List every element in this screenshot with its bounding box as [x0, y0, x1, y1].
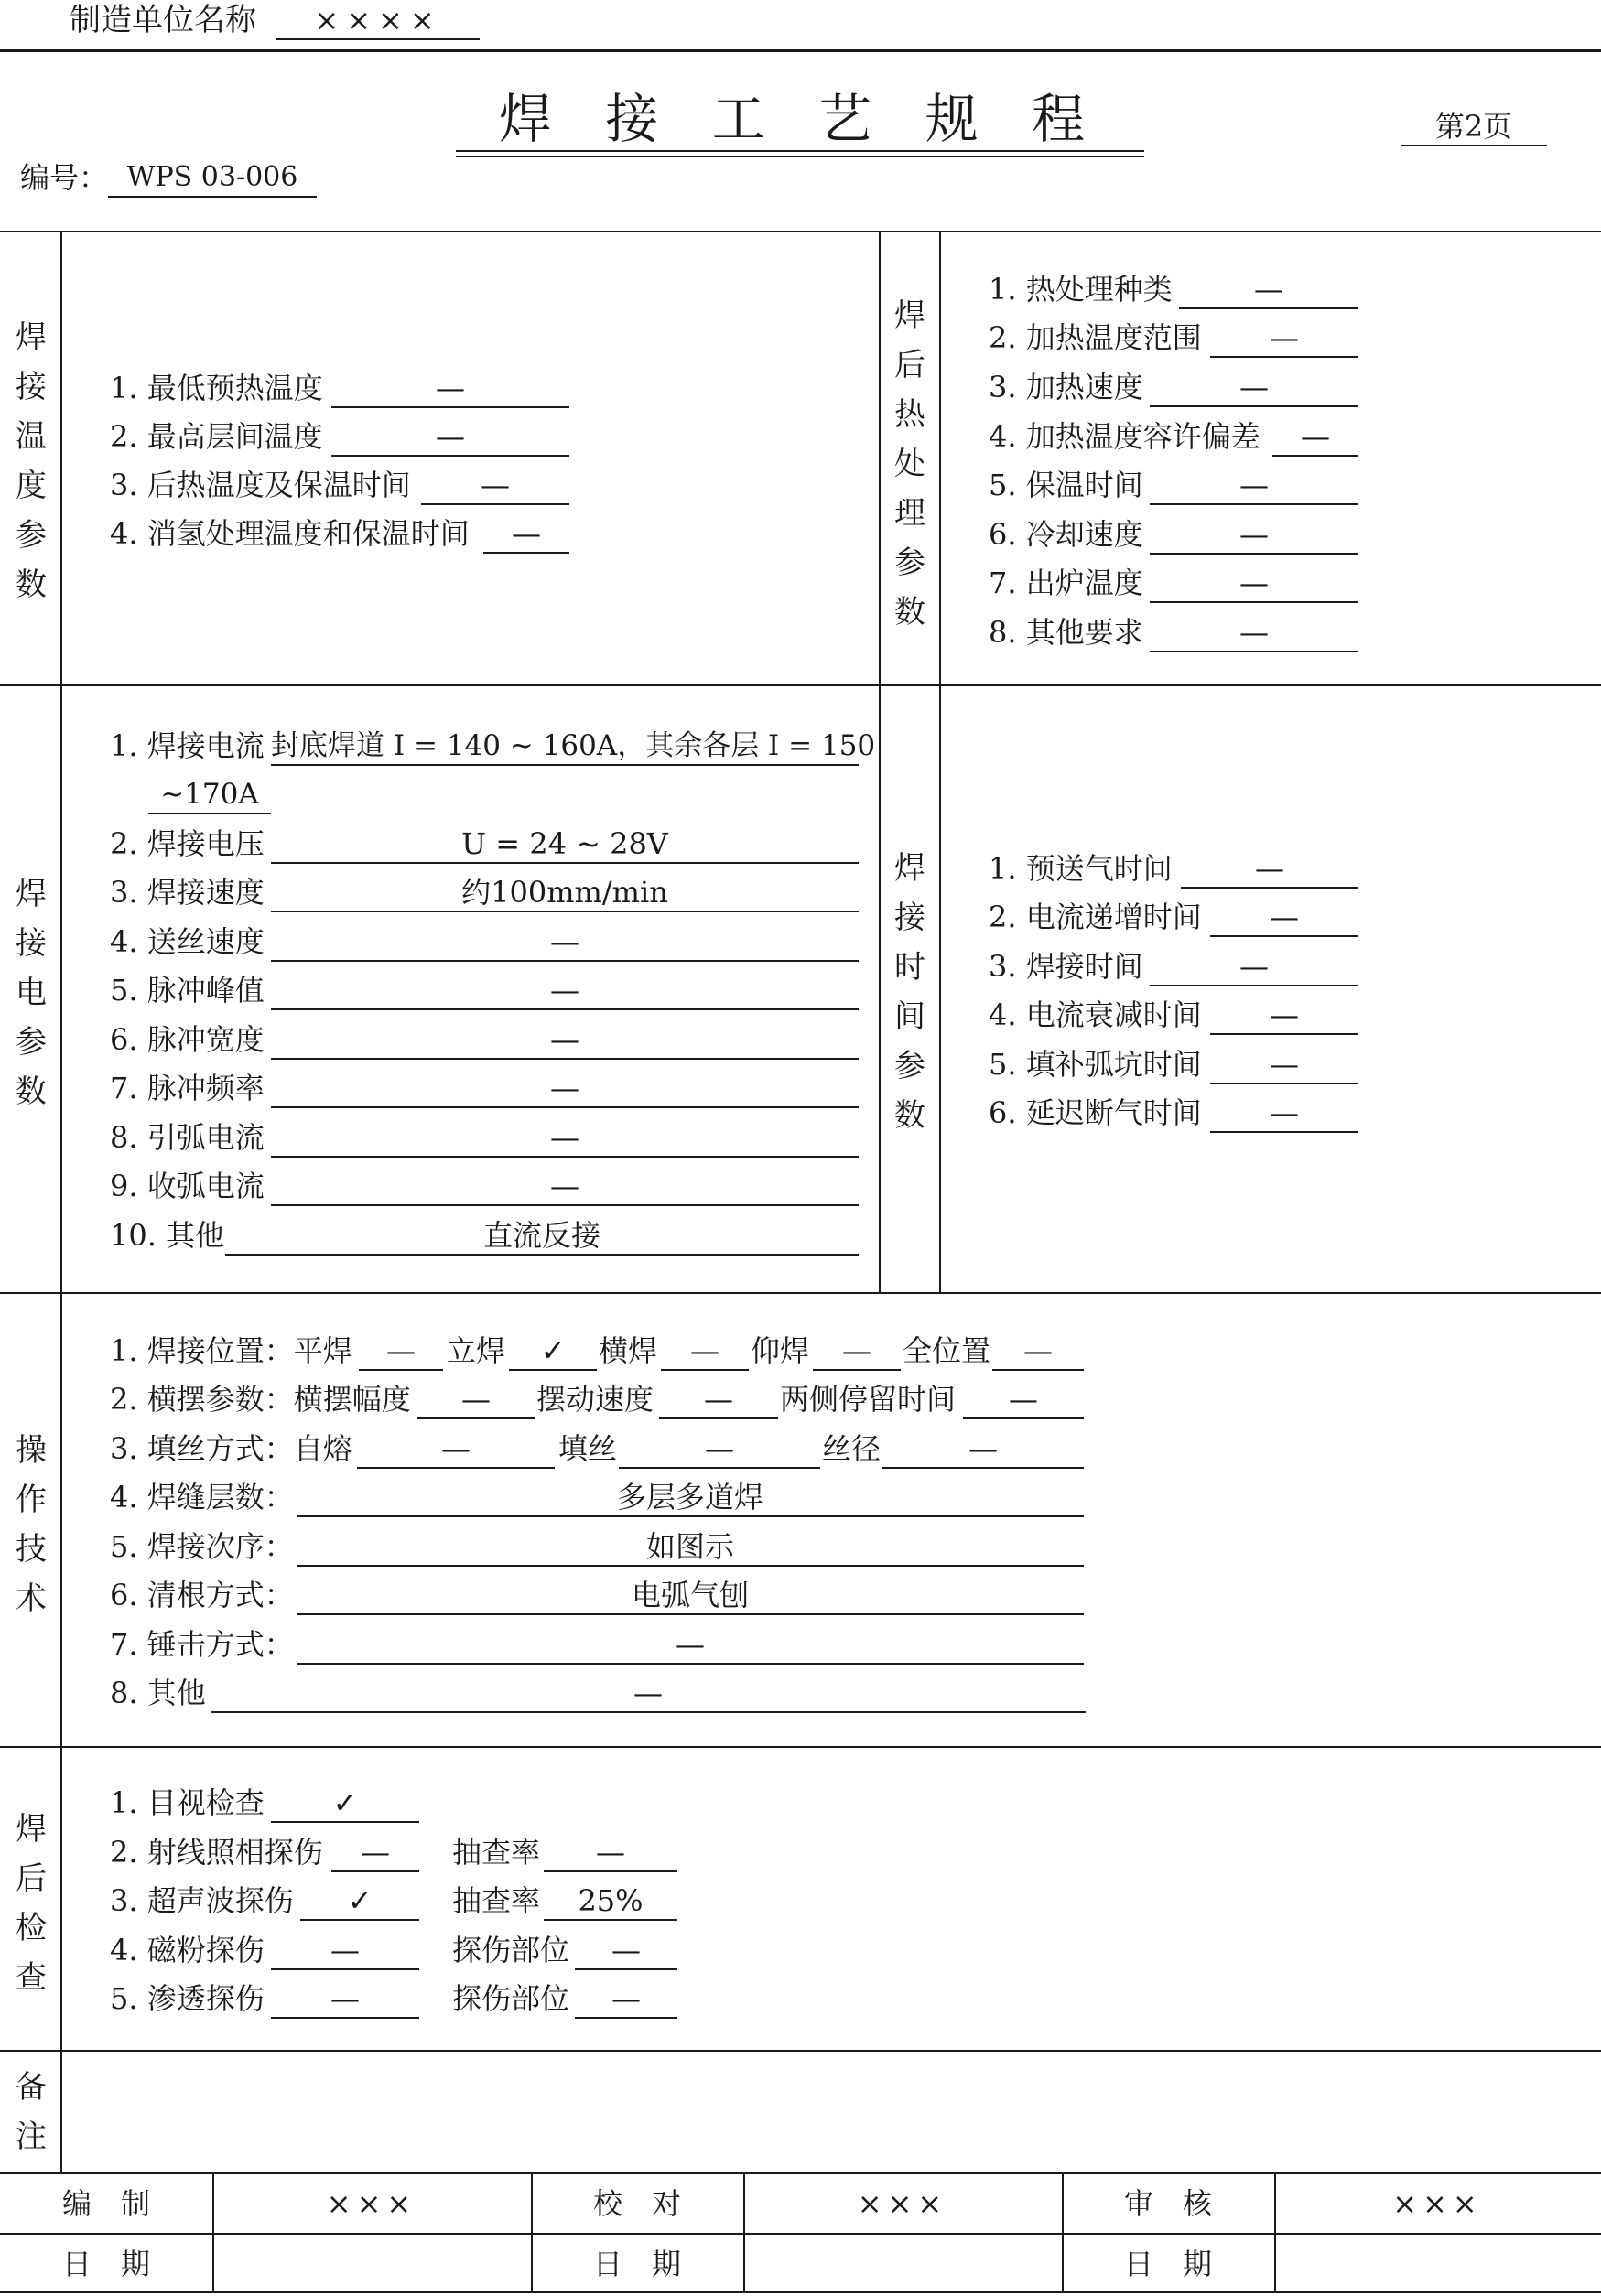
insp-ut-rate-value[interactable]: 25%: [544, 1882, 677, 1921]
op-fill-dia-value[interactable]: —: [882, 1430, 1084, 1469]
timing-item-value[interactable]: —: [1210, 1094, 1358, 1133]
elec-item-label: 4. 送丝速度: [110, 924, 265, 959]
elec-item-value[interactable]: —: [271, 923, 859, 962]
mid-col-divider-b: [939, 231, 941, 1292]
op-pos-all-value[interactable]: —: [992, 1332, 1084, 1371]
insp-ut-rate-label: 抽查率: [452, 1883, 541, 1918]
elec-item-value[interactable]: —: [271, 1168, 859, 1206]
footer-date-value-3[interactable]: [1276, 2237, 1599, 2290]
elec-current-value-1[interactable]: 封底焊道 I = 140 ~ 160A，其余各层 I = 150: [271, 728, 859, 766]
insp-mt-loc-label: 探伤部位: [452, 1933, 570, 1967]
op-item-value[interactable]: 如图示: [297, 1528, 1084, 1567]
footer-review-value[interactable]: ×××: [1392, 2186, 1483, 2221]
title-underline-2: [456, 156, 1144, 157]
elec-item-label: 3. 焊接速度: [110, 875, 265, 910]
op-other-value[interactable]: —: [211, 1675, 1086, 1713]
footer-compile-label: 编 制: [61, 2186, 150, 2221]
op-weave-label: 2. 横摆参数：横摆幅度: [110, 1382, 411, 1417]
pwht-section-label: 焊 后 热 处 理 参 数: [894, 297, 925, 631]
elec-item-value[interactable]: 约100mm/min: [271, 874, 859, 912]
elec-section-label: 焊 接 电 参 数: [16, 876, 47, 1110]
insp-mt-loc-value[interactable]: —: [575, 1932, 677, 1970]
timing-item-label: 5. 填补弧坑时间: [989, 1047, 1202, 1082]
insp-pt-loc-value[interactable]: —: [575, 1980, 677, 2019]
op-pos-all-label: 全位置: [903, 1333, 991, 1368]
temp-item-value[interactable]: —: [331, 370, 569, 408]
row-divider-4: [0, 2050, 1601, 2052]
op-other-label: 8. 其他: [110, 1676, 206, 1710]
op-pos-vertical-label: 立焊: [447, 1333, 506, 1368]
elec-item-label: 2. 焊接电压: [110, 826, 265, 861]
timing-item-value[interactable]: —: [1150, 948, 1358, 986]
maker-label: 制造单位名称: [70, 2, 256, 38]
elec-item-label: 6. 脉冲宽度: [110, 1022, 265, 1057]
op-weave-speed-value[interactable]: —: [659, 1381, 778, 1419]
op-fill-wire-label: 填丝: [558, 1431, 618, 1466]
op-section-label: 操 作 技 术: [16, 1432, 47, 1617]
elec-current-label: 1. 焊接电流: [110, 728, 265, 763]
elec-item-value[interactable]: —: [271, 972, 859, 1010]
footer-review-label: 审 核: [1123, 2186, 1212, 2221]
elec-item-value[interactable]: 直流反接: [225, 1217, 859, 1256]
remark-field[interactable]: [64, 2053, 1597, 2171]
pwht-item-value[interactable]: —: [1150, 516, 1358, 555]
label-col-divider: [60, 231, 62, 2172]
op-weave-amp-value[interactable]: —: [417, 1381, 535, 1419]
op-fill-label: 3. 填丝方式：自熔: [110, 1431, 352, 1466]
elec-item-value[interactable]: —: [271, 1021, 859, 1060]
elec-item-value[interactable]: —: [271, 1119, 859, 1158]
insp-pt-label: 5. 渗透探伤: [110, 1981, 265, 2016]
footer-check-label: 校 对: [592, 2186, 681, 2221]
insp-ut-value[interactable]: ✓: [300, 1882, 419, 1921]
op-pos-overhead-label: 仰焊: [751, 1333, 810, 1368]
pwht-item-label: 7. 出炉温度: [989, 566, 1143, 600]
pwht-item-label: 5. 保温时间: [989, 468, 1143, 502]
number-value[interactable]: WPS 03-006: [108, 159, 317, 198]
op-weave-dwell-value[interactable]: —: [963, 1381, 1084, 1419]
op-position-label: 1. 焊接位置：平焊: [110, 1333, 352, 1368]
timing-item-label: 4. 电流衰减时间: [989, 997, 1202, 1032]
pwht-item-value[interactable]: —: [1150, 369, 1358, 407]
temp-item-value[interactable]: —: [331, 418, 569, 457]
temp-item-label: 2. 最高层间温度: [110, 419, 323, 454]
insp-rt-value[interactable]: —: [331, 1834, 419, 1872]
insp-mt-value[interactable]: —: [271, 1932, 419, 1970]
mid-col-divider-a: [879, 231, 881, 1292]
page-title: 焊 接 工 艺 规 程: [498, 88, 1104, 150]
temp-item-label: 3. 后热温度及保温时间: [110, 468, 411, 502]
maker-value[interactable]: ××××: [276, 2, 480, 40]
pwht-item-label: 3. 加热速度: [989, 370, 1143, 404]
insp-pt-loc-label: 探伤部位: [452, 1981, 570, 2016]
pwht-item-label: 6. 冷却速度: [989, 517, 1143, 552]
insp-section-label: 焊 后 检 查: [16, 1811, 47, 1996]
footer-check-value[interactable]: ×××: [857, 2186, 948, 2221]
pwht-item-value[interactable]: —: [1272, 418, 1358, 457]
elec-item-label: 8. 引弧电流: [110, 1120, 265, 1155]
timing-item-label: 3. 焊接时间: [989, 949, 1143, 984]
row-divider-5: [0, 2172, 1601, 2174]
timing-item-label: 1. 预送气时间: [989, 851, 1173, 886]
temp-item-value[interactable]: —: [483, 515, 569, 554]
pwht-item-value[interactable]: —: [1179, 271, 1358, 309]
op-pos-horizontal-value[interactable]: —: [661, 1332, 749, 1371]
title-underline-1: [456, 150, 1144, 152]
table-top: [0, 231, 1601, 232]
op-item-value[interactable]: —: [297, 1626, 1084, 1665]
temp-item-label: 4. 消氢处理温度和保温时间: [110, 516, 470, 551]
elec-item-label: 7. 脉冲频率: [110, 1071, 265, 1105]
row-divider-6: [0, 2233, 1601, 2235]
timing-section-label: 焊 接 时 间 参 数: [894, 850, 925, 1134]
footer-compile-value[interactable]: ×××: [326, 2186, 417, 2221]
elec-current-value-2[interactable]: ~170A: [148, 776, 271, 814]
page-number: 第2页: [1401, 108, 1547, 146]
insp-visual-value[interactable]: ✓: [271, 1784, 419, 1823]
pwht-item-value[interactable]: —: [1150, 467, 1358, 505]
op-pos-horizontal-label: 横焊: [599, 1333, 658, 1368]
pwht-item-value[interactable]: —: [1150, 565, 1358, 603]
op-item-value[interactable]: 电弧气刨: [297, 1577, 1084, 1615]
insp-mt-label: 4. 磁粉探伤: [110, 1933, 265, 1967]
row-divider-3: [0, 1746, 1601, 1748]
remark-section-label: 备 注: [16, 2069, 47, 2155]
row-divider-2: [0, 1292, 1601, 1294]
pwht-item-value[interactable]: —: [1150, 614, 1358, 652]
elec-item-label: 5. 脉冲峰值: [110, 973, 265, 1008]
temp-section-label: 焊 接 温 度 参 数: [16, 319, 47, 603]
op-fill-dia-label: 丝径: [822, 1431, 882, 1466]
table-bottom: [0, 2291, 1601, 2293]
op-pos-flat-value[interactable]: —: [359, 1332, 443, 1371]
timing-item-label: 2. 电流递增时间: [989, 900, 1202, 934]
timing-item-label: 6. 延迟断气时间: [989, 1095, 1202, 1130]
op-weave-dwell-label: 两侧停留时间: [780, 1382, 957, 1417]
op-pos-vertical-value[interactable]: ✓: [509, 1332, 597, 1371]
elec-item-label: 9. 收弧电流: [110, 1169, 265, 1203]
timing-item-value[interactable]: —: [1210, 997, 1358, 1035]
op-item-label: 6. 清根方式：: [110, 1578, 294, 1612]
temp-item-value[interactable]: —: [421, 467, 569, 505]
pwht-item-label: 8. 其他要求: [989, 615, 1143, 650]
op-pos-overhead-value[interactable]: —: [813, 1332, 901, 1371]
insp-rt-label: 2. 射线照相探伤: [110, 1835, 323, 1870]
number-label: 编号：: [20, 160, 109, 195]
header-rule: [0, 49, 1601, 52]
op-item-value[interactable]: 多层多道焊: [297, 1479, 1084, 1517]
pwht-item-value[interactable]: —: [1210, 319, 1358, 358]
op-item-label: 4. 焊缝层数：: [110, 1480, 294, 1514]
footer-date-value-1[interactable]: [214, 2237, 529, 2290]
temp-item-label: 1. 最低预热温度: [110, 371, 323, 405]
row-divider-1: [0, 684, 1601, 686]
elec-item-value[interactable]: U = 24 ~ 28V: [271, 825, 859, 864]
insp-pt-value[interactable]: —: [271, 1980, 419, 2019]
op-weave-speed-label: 摆动速度: [536, 1382, 654, 1417]
elec-item-value[interactable]: —: [271, 1070, 859, 1108]
insp-visual-label: 1. 目视检查: [110, 1785, 265, 1820]
pwht-item-label: 2. 加热温度范围: [989, 320, 1202, 355]
insp-ut-label: 3. 超声波探伤: [110, 1883, 294, 1918]
pwht-item-label: 4. 加热温度容许偏差: [989, 419, 1260, 454]
insp-rt-rate-value[interactable]: —: [544, 1834, 677, 1872]
op-item-label: 7. 锤击方式：: [110, 1627, 294, 1662]
footer-date-value-2[interactable]: [745, 2237, 1060, 2290]
footer-date-label-3: 日 期: [1123, 2247, 1212, 2281]
timing-item-value[interactable]: —: [1210, 899, 1358, 937]
elec-item-label: 10. 其他: [110, 1218, 225, 1253]
footer-date-label-1: 日 期: [61, 2247, 150, 2281]
footer-date-label-2: 日 期: [592, 2247, 681, 2281]
op-item-label: 5. 焊接次序：: [110, 1529, 294, 1564]
timing-item-value[interactable]: —: [1210, 1046, 1358, 1084]
insp-rt-rate-label: 抽查率: [452, 1835, 541, 1870]
op-fill-auto-value[interactable]: —: [357, 1430, 555, 1469]
timing-item-value[interactable]: —: [1181, 850, 1358, 889]
op-fill-wire-value[interactable]: —: [619, 1430, 820, 1469]
pwht-item-label: 1. 热处理种类: [989, 272, 1173, 307]
